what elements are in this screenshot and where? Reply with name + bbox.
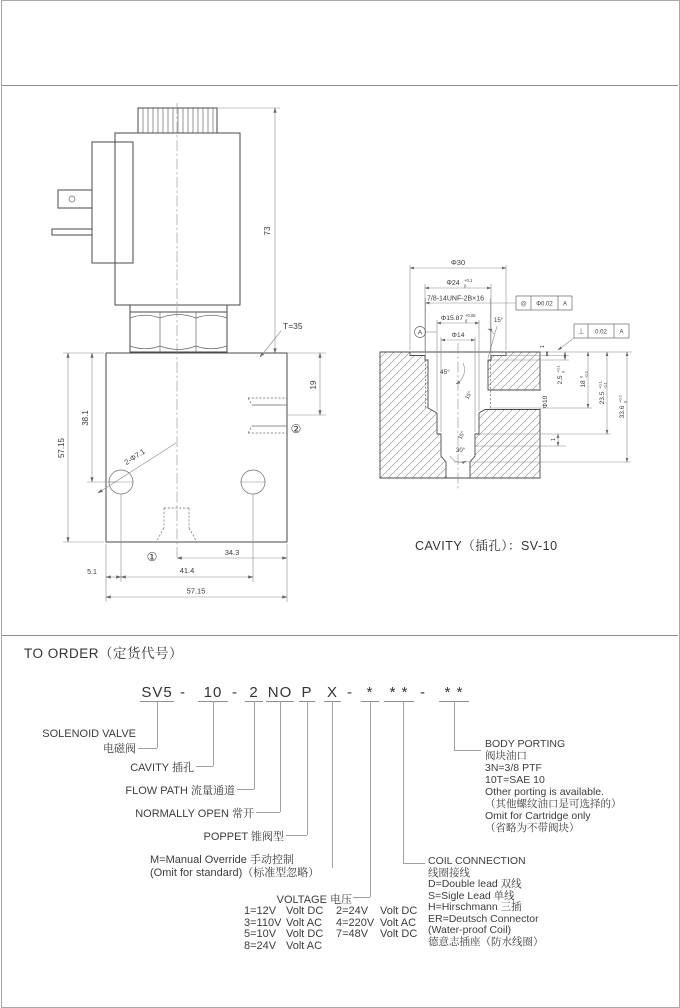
dim-34-3: 34.3 (224, 548, 240, 557)
label-solenoid-valve-en: SOLENOID VALVE (42, 728, 136, 740)
angle-45: 45° (440, 369, 450, 376)
label-poppet: POPPET 锥阀型 (203, 831, 284, 843)
port-1-hidden-lines (156, 508, 197, 542)
voltage-cell: 1=12V (244, 905, 277, 917)
leader-cavity (213, 701, 214, 766)
voltage-cell: Volt DC (380, 905, 418, 917)
leader-sv5-h (138, 748, 157, 749)
valve-dimensions (57, 108, 326, 602)
torque-label: T=35 (283, 321, 303, 331)
dim-23-5-tol-up: +0.1 (597, 381, 603, 389)
dim-2-5-tol-dn: 0 (560, 370, 566, 373)
voltage-cell: 7=48V (336, 928, 369, 941)
coil-connection-line: (Water-proof Coil) (428, 924, 512, 936)
dim-18: 18 (580, 380, 587, 388)
coil-ribs (143, 108, 213, 133)
body-porting-line: Other porting is available. (485, 786, 605, 798)
dim-41-4: 41.4 (179, 566, 195, 575)
leader-coil-connection-h (403, 863, 425, 864)
dim-57-15-bottom: 57.15 (186, 586, 206, 596)
voltage-cell (336, 941, 380, 953)
dim-33-6-tol-dn: 0 (622, 400, 628, 403)
gdt-perpendicularity-frame (558, 324, 629, 350)
dim-18-tol-dn: -0.2 (583, 371, 589, 378)
coil-connection-line: COIL CONNECTION (428, 855, 526, 867)
leader-poppet (307, 701, 308, 835)
code-seg-manual-override: X (324, 684, 341, 702)
code-seg-body-porting: * * (439, 684, 469, 702)
voltage-cell: Volt DC (380, 928, 418, 941)
code-sep-4: - (420, 684, 426, 701)
dim-19: 19 (309, 380, 318, 390)
leader-coil-connection (403, 701, 404, 863)
dim-d24: Φ24 (446, 280, 460, 287)
dim-5-1: 5.1 (87, 569, 97, 576)
label-flow-path: FLOW PATH 流量通道 (125, 785, 235, 797)
cavity-section-body (380, 343, 540, 490)
voltage-cell: Volt DC (286, 905, 324, 917)
gdt2-value: 0.02 (595, 329, 607, 336)
code-seg-flowpath: 2 (245, 684, 263, 702)
section-divider (2, 635, 678, 636)
voltage-cell: 4=220V (336, 916, 375, 929)
dim-38-1: 38.1 (81, 410, 90, 426)
dim-d24-tol-dn: 0 (464, 283, 467, 289)
body-porting-line: Omit for Cartridge only (485, 810, 591, 822)
leader-normally-open (280, 701, 281, 812)
body-porting-block (485, 738, 622, 834)
gdt1-datum: A (562, 301, 568, 308)
label-normally-open: NORMALLY OPEN 常开 (135, 808, 254, 820)
coil-connection-block (428, 856, 544, 948)
leader-body-porting (454, 701, 455, 750)
code-seg-sv5: SV5 (141, 684, 173, 701)
voltage-cell: Volt AC (286, 939, 323, 952)
label-solenoid-valve-cn: 电磁阀 (103, 743, 136, 755)
cavity-drawing (368, 250, 660, 550)
leader-sv5 (157, 701, 158, 748)
cavity-title: CAVITY（插孔）：SV-10 (415, 539, 558, 553)
gdt1-value: Φ0.02 (536, 301, 553, 308)
label-manual-override-2: (Omit for standard)（标准型忽略） (150, 867, 320, 879)
dim-57-15-left: 57.15 (57, 437, 66, 459)
dim-23-5-tol-dn: -0.1 (602, 382, 608, 389)
leader-poppet-h (286, 835, 307, 836)
dim-18-tol-up: 0 (578, 375, 584, 378)
code-seg-poppet: P (299, 684, 315, 702)
dim-23-5: 23.5 (599, 391, 606, 405)
code-sep-2: - (232, 684, 238, 701)
dim-2-5-tol-up: +0.1 (555, 365, 561, 373)
coil-connection-line: ER=Deutsch Connector (428, 912, 539, 925)
dim-2-5: 2.5 (557, 375, 564, 385)
label-voltage: VOLTAGE 电压 (276, 894, 352, 906)
voltage-cell: Volt AC (380, 916, 417, 929)
voltage-cell: 8=24V (244, 939, 277, 952)
leader-voltage (370, 701, 371, 897)
concentricity-icon: ◎ (520, 300, 527, 308)
code-seg-voltage: * (361, 684, 379, 702)
gdt-concentricity-frame (516, 296, 572, 310)
code-sep-1: - (180, 684, 186, 701)
dim-33-6: 33.6 (619, 405, 626, 419)
angle-30: 30° (456, 448, 466, 454)
leader-body-porting-h (454, 750, 481, 751)
voltage-cell: Volt AC (286, 916, 323, 929)
leader-flowpath-h (237, 789, 254, 790)
solenoid-valve-drawing (28, 95, 348, 610)
body-porting-line: 3N=3/8 PTF (485, 762, 542, 774)
body-porting-line: BODY PORTING (485, 738, 566, 750)
leader-manual-override (332, 701, 333, 868)
dim-d15-87: Φ15.87 (440, 315, 464, 322)
label-manual-override-1: M=Manual Override 手动控制 (150, 854, 294, 866)
dim-d30: Φ30 (450, 258, 466, 267)
datum-a-label: A (417, 329, 423, 337)
angle-15-top: 15° (494, 318, 504, 324)
dim-d15-87-tol-dn: 0 (465, 318, 468, 324)
dim-d14: Φ14 (451, 332, 465, 339)
code-sep-3: - (347, 684, 353, 701)
thread-callout: 7/8-14UNF-2B×16 (427, 295, 485, 303)
voltage-table (244, 906, 436, 952)
coil-connection-line: H=Hirschmann 三插 (428, 901, 522, 913)
dim-d15-87-tol-up: +0.05 (465, 313, 476, 318)
body-porting-line: （其他螺纹油口是可选择的） (485, 798, 622, 810)
code-seg-cavity: 10 (198, 684, 228, 702)
dim-73: 73 (263, 226, 272, 236)
voltage-cell: Volt DC (286, 928, 324, 941)
body-porting-line: 10T=SAE 10 (485, 774, 545, 786)
angle-15-bot: 15° (457, 430, 467, 441)
port-1-label: ① (146, 550, 158, 564)
perpendicularity-icon: ⊥ (577, 328, 585, 336)
leader-voltage-h (353, 897, 370, 898)
leader-cavity-h (196, 766, 213, 767)
coil-connection-line: 线圈接线 (428, 866, 470, 879)
code-seg-coil-connection: * * (384, 684, 414, 702)
code-seg-normally-open: NO (267, 684, 293, 701)
coil-connection-line: D=Double lead 双线 (428, 878, 522, 890)
angle-15-mid: 15° (464, 390, 474, 401)
top-divider (2, 85, 678, 86)
body-porting-line: 阀块油口 (485, 750, 527, 762)
body-porting-line: （省略为不带阀块） (485, 822, 580, 834)
dim-d24-tol-up: +0.1 (464, 278, 473, 283)
dim-mount-holes: 2-Φ7.1 (122, 446, 147, 467)
label-cavity: CAVITY 插孔 (130, 762, 194, 774)
coil-connection-line: 德意志插座（防水线圈） (428, 935, 544, 948)
voltage-cell: 5=10V (244, 928, 277, 941)
dim-1-bot: 1 (551, 437, 557, 441)
leader-flowpath (254, 701, 255, 789)
dim-1-top: 1 (540, 344, 546, 348)
to-order-title: TO ORDER（定货代号） (24, 646, 184, 661)
gdt2-datum: A (619, 329, 624, 336)
voltage-cell: 3=110V (244, 916, 282, 929)
valve-body-outline (52, 103, 287, 557)
voltage-cell: 2=24V (336, 905, 369, 917)
dim-d10: Φ10 (542, 395, 549, 409)
dim-33-6-tol-up: +0.2 (617, 395, 623, 403)
coil-connection-line: S=Sigle Lead 单线 (428, 889, 515, 902)
leader-normally-open-h (256, 812, 280, 813)
port-2-label: ② (290, 422, 302, 436)
